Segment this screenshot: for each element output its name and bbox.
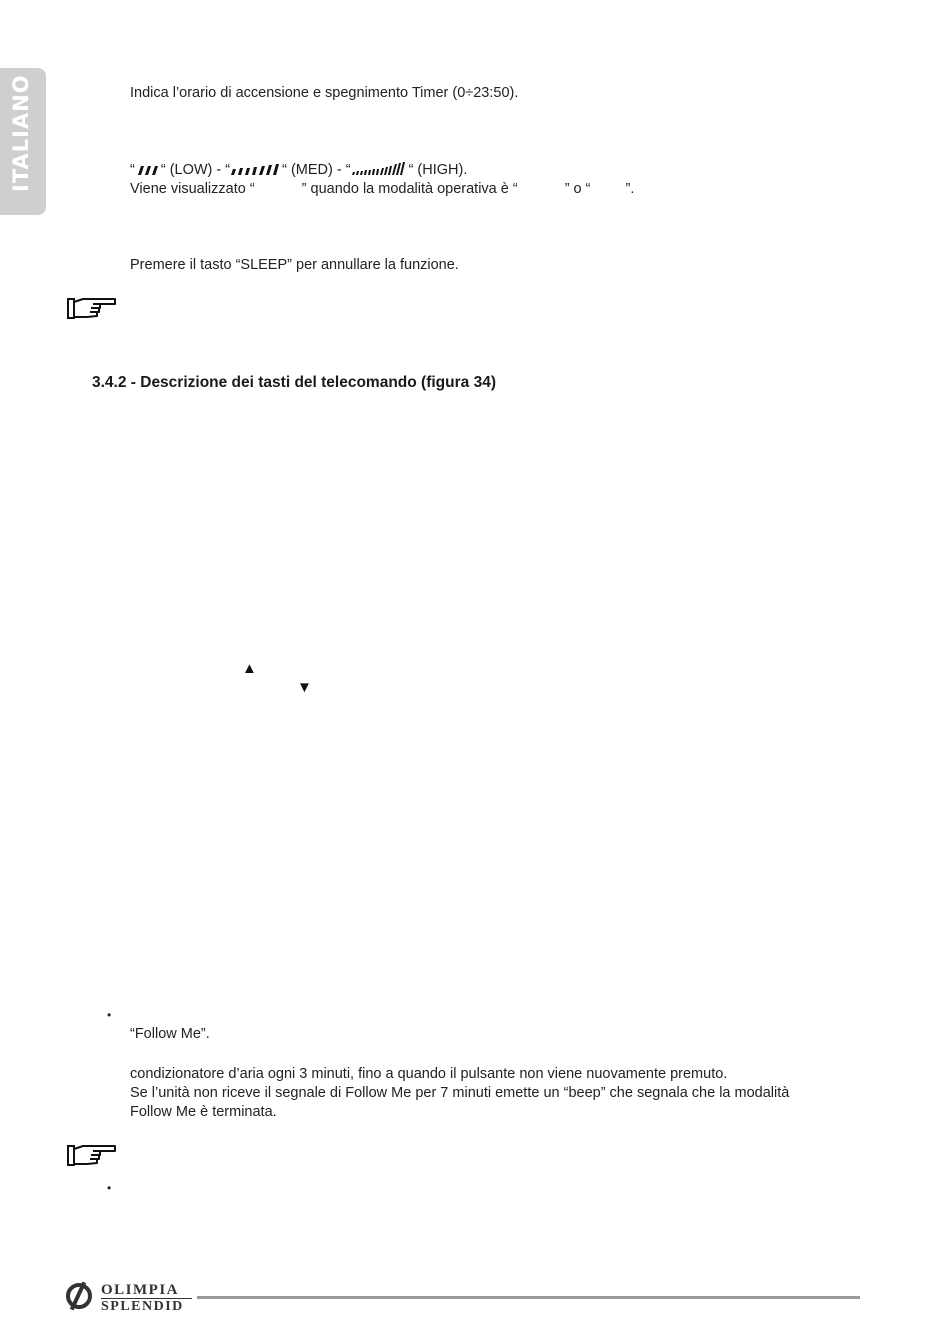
viene-text-c: ” o “ <box>564 181 591 197</box>
section-title: 3.4.2 - Descrizione dei tasti del telecomando (figura 34) <box>92 374 496 391</box>
fan-mode-line <box>130 181 634 197</box>
fan-speed-line <box>130 162 467 178</box>
speed-high-label: “ (HIGH). <box>408 162 468 178</box>
down-arrow-icon: ▼ <box>297 679 312 696</box>
follow-me-line-3: Follow Me è terminata. <box>130 1104 277 1120</box>
sleep-instruction: Premere il tasto “SLEEP” per annullare la funzione. <box>130 257 459 273</box>
viene-text-d: ”. <box>625 181 635 197</box>
bottom-bullet: • <box>107 1181 112 1195</box>
footer-rule <box>197 1296 860 1299</box>
viene-text-b: ” quando la modalità operativa è “ <box>301 181 518 197</box>
quote-open: “ <box>130 162 135 178</box>
viene-text-a: Viene visualizzato “ <box>130 181 255 197</box>
language-tab-label: ITALIANO <box>9 74 33 192</box>
olimpia-logo-icon <box>66 1283 92 1309</box>
speed-low-label: “ (LOW) - “ <box>160 162 231 178</box>
up-arrow-icon: ▲ <box>242 660 257 677</box>
follow-me-bullet: • <box>107 1008 112 1022</box>
follow-me-label: “Follow Me”. <box>130 1026 210 1042</box>
pointing-hand-icon <box>67 1143 117 1169</box>
logo-line-2: SPLENDID <box>101 1299 184 1314</box>
logo-line-1: OLIMPIA <box>101 1282 179 1298</box>
speed-med-label: “ (MED) - “ <box>282 162 351 178</box>
timer-description: Indica l’orario di accensione e spegnimento Timer (0÷23:50). <box>130 85 519 101</box>
follow-me-line-2: Se l’unità non riceve il segnale di Follow Me per 7 minuti emette un “beep” che segnala che la modalità <box>130 1085 790 1101</box>
fan-med-bars-icon <box>230 163 282 175</box>
pointing-hand-icon <box>67 296 117 322</box>
fan-low-bars-icon <box>135 164 161 175</box>
fan-high-bars-icon <box>351 162 409 175</box>
follow-me-line-1: condizionatore d’aria ogni 3 minuti, fino a quando il pulsante non viene nuovamente premuto. <box>130 1066 728 1082</box>
